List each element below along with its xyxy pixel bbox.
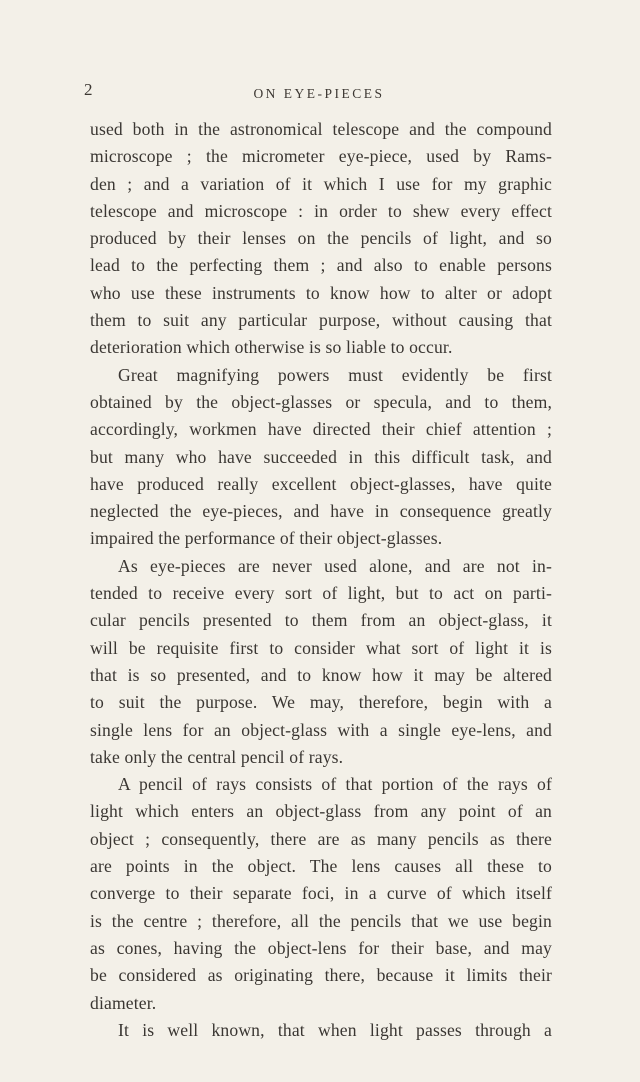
text-line: neglected the eye-pieces, and have in consequence greatly [90,501,552,522]
text-line: tended to receive every sort of light, but to act on parti- [90,583,552,604]
text-line: diameter. [90,992,157,1013]
text-line: produced by their lenses on the pencils of light, and so [90,228,552,249]
text-line: lead to the perfecting them ; and also to enable persons [90,255,552,276]
running-head: ON EYE-PIECES [253,86,385,101]
text-line: It is well known, that when light passes through a [118,1019,552,1040]
text-line: as cones, having the object-lens for their base, and may [90,937,552,958]
text-line: light which enters an object-glass from any point of an [90,801,552,822]
text-line: are points in the object. The lens causes all these to [90,856,552,877]
text-line: single lens for an object-glass with a single eye-lens, and [90,719,552,740]
text-line: have produced really excellent object-glasses, have quite [90,473,552,494]
text-line: will be requisite first to consider what sort of light it is [90,637,552,658]
text-line: impaired the performance of their object-glasses. [90,528,443,549]
body-text [90,116,552,1044]
text-line: is the centre ; therefore, all the pencils that we use begin [90,910,552,931]
text-line: be considered as originating there, because it limits their [90,965,552,986]
text-line: used both in the astronomical telescope and the compound [90,119,552,139]
text-line: take only the central pencil of rays. [90,746,344,767]
text-line: that is so presented, and to know how it may be altered [90,664,552,685]
page-number: 2 [84,80,93,99]
text-line: telescope and microscope : in order to shew every effect [90,200,552,221]
text-line: to suit the purpose. We may, therefore, begin with a [90,692,552,713]
text-line: den ; and a variation of it which I use for my graphic [90,173,552,194]
text-line: but many who have succeeded in this difficult task, and [90,446,552,467]
text-line: object ; consequently, there are as many pencils as there [90,828,552,849]
text-line: microscope ; the micrometer eye-piece, used by Rams- [90,146,552,167]
text-line: A pencil of rays consists of that portion of the rays of [118,774,552,795]
text-line: cular pencils presented to them from an object-glass, it [90,610,552,631]
page-header [84,80,554,104]
text-line: deterioration which otherwise is so liable to occur. [90,337,453,358]
text-line: obtained by the object-glasses or specula, and to them, [90,391,552,412]
text-line: Great magnifying powers must evidently be first [118,364,552,385]
text-line: As eye-pieces are never used alone, and are not in- [118,555,552,576]
text-line: converge to their separate foci, in a curve of which itself [90,883,552,904]
text-line: them to suit any particular purpose, without causing that [90,310,552,331]
text-line: who use these instruments to know how to alter or adopt [90,282,552,303]
text-line: accordingly, workmen have directed their chief attention ; [90,419,552,440]
